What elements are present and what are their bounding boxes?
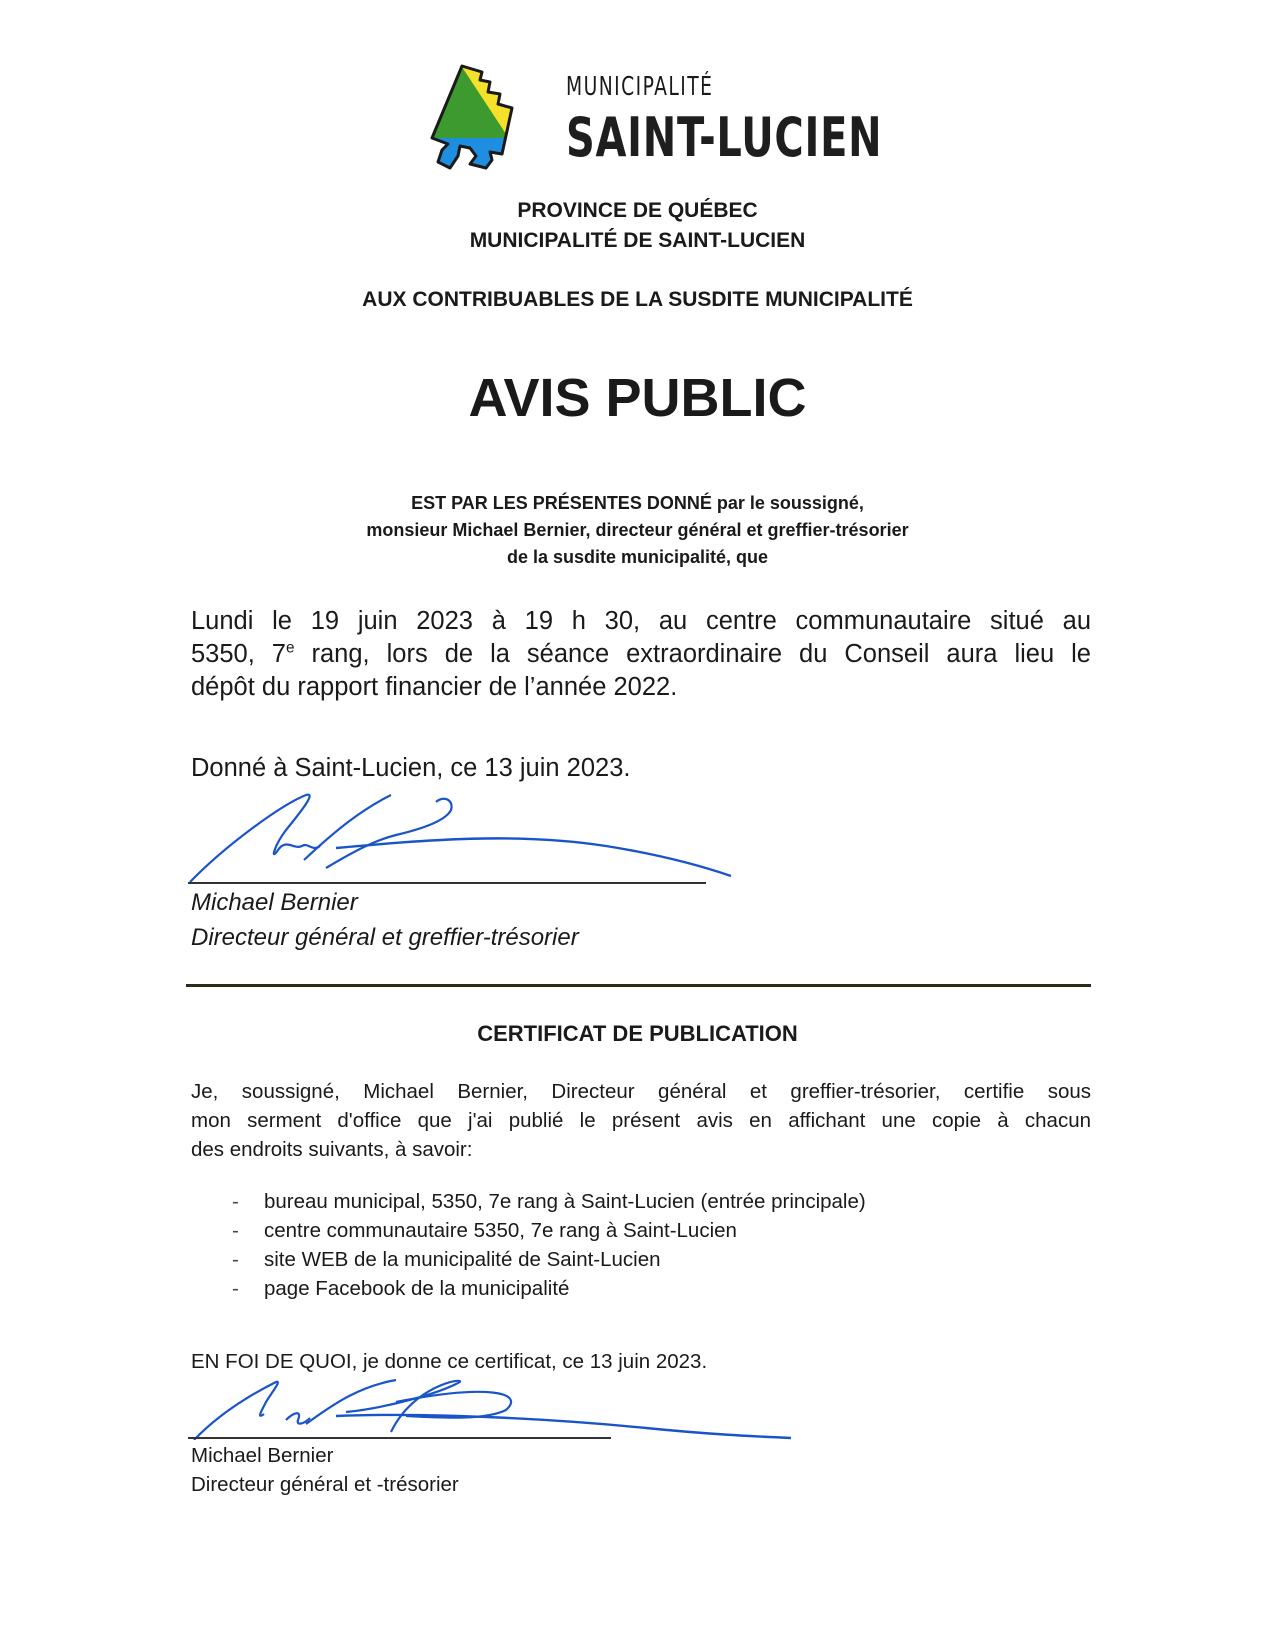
bullet-dash-icon: - — [232, 1219, 239, 1242]
audience-heading: AUX CONTRIBUABLES DE LA SUSDITE MUNICIPALITÉ — [362, 288, 913, 311]
certificate-signer-name: Michael Bernier — [191, 1444, 334, 1467]
municipality-logo — [430, 58, 883, 178]
location-list-item — [232, 1187, 866, 1216]
location-list-item — [232, 1245, 661, 1274]
notice-line-2b: rang, lors de la séance extraordinaire du Conseil aura lieu le — [294, 640, 1091, 668]
location-list-item — [232, 1216, 737, 1245]
location-text: page Facebook de la municipalité — [264, 1277, 570, 1300]
intro-line-3: de la susdite municipalité, que — [506, 547, 769, 567]
notice-paragraph — [191, 605, 1091, 704]
certificate-line-3: des endroits suivants, à savoir: — [191, 1138, 473, 1161]
given-line: Donné à Saint-Lucien, ce 13 juin 2023. — [191, 754, 631, 782]
bullet-dash-icon: - — [232, 1277, 239, 1300]
section-divider — [186, 984, 1091, 987]
municipality-heading: MUNICIPALITÉ DE SAINT-LUCIEN — [469, 229, 806, 252]
notice-line-2a: 5350, 7 — [191, 640, 286, 668]
notice-line-1: Lundi le 19 juin 2023 à 19 h 30, au centre communautaire situé au — [191, 607, 1091, 635]
signatory-title: Directeur général et greffier-trésorier — [191, 924, 579, 951]
certificate-line-2: mon serment d'office que j'ai publié le présent avis en affichant une copie à chacun — [191, 1109, 1091, 1132]
notice-line-3: dépôt du rapport financier de l’année 2022. — [191, 673, 678, 701]
intro-paragraph — [0, 490, 1275, 571]
province-heading: PROVINCE DE QUÉBEC — [517, 199, 758, 222]
signature-1-icon — [186, 790, 746, 890]
location-text: site WEB de la municipalité de Saint-Lucien — [264, 1248, 661, 1271]
closing-statement: EN FOI DE QUOI, je donne ce certificat, ce 13 juin 2023. — [191, 1350, 708, 1373]
notice-line-2 — [191, 638, 1091, 671]
location-text: centre communautaire 5350, 7e rang à Saint-Lucien — [264, 1219, 737, 1242]
intro-rest: par le soussigné, — [711, 493, 864, 513]
certificate-line-1: Je, soussigné, Michael Bernier, Directeur général et greffier-trésorier, certifie sous — [191, 1080, 1091, 1103]
intro-line-1 — [0, 490, 1275, 517]
location-list-item — [232, 1274, 569, 1303]
intro-line-2: monsieur Michael Bernier, directeur général et greffier-trésorier — [366, 520, 909, 540]
logo-subtitle: MUNICIPALITÉ — [566, 72, 714, 102]
intro-bold: EST PAR LES PRÉSENTES DONNÉ — [411, 493, 712, 513]
bullet-dash-icon: - — [232, 1190, 239, 1213]
saint-lucien-emblem-icon — [430, 62, 560, 178]
bullet-dash-icon: - — [232, 1248, 239, 1271]
signature-2-icon — [186, 1378, 806, 1440]
signatory-name: Michael Bernier — [191, 889, 358, 916]
certificate-title: CERTIFICAT DE PUBLICATION — [477, 1021, 798, 1046]
certificate-paragraph — [191, 1077, 1091, 1164]
logo-title: SAINT-LUCIEN — [566, 106, 883, 169]
location-text: bureau municipal, 5350, 7e rang à Saint-Lucien (entrée principale) — [264, 1190, 866, 1213]
certificate-signer-title: Directeur général et -trésorier — [191, 1473, 459, 1496]
ordinal-sup: e — [286, 639, 295, 657]
page-title: AVIS PUBLIC — [468, 368, 807, 428]
